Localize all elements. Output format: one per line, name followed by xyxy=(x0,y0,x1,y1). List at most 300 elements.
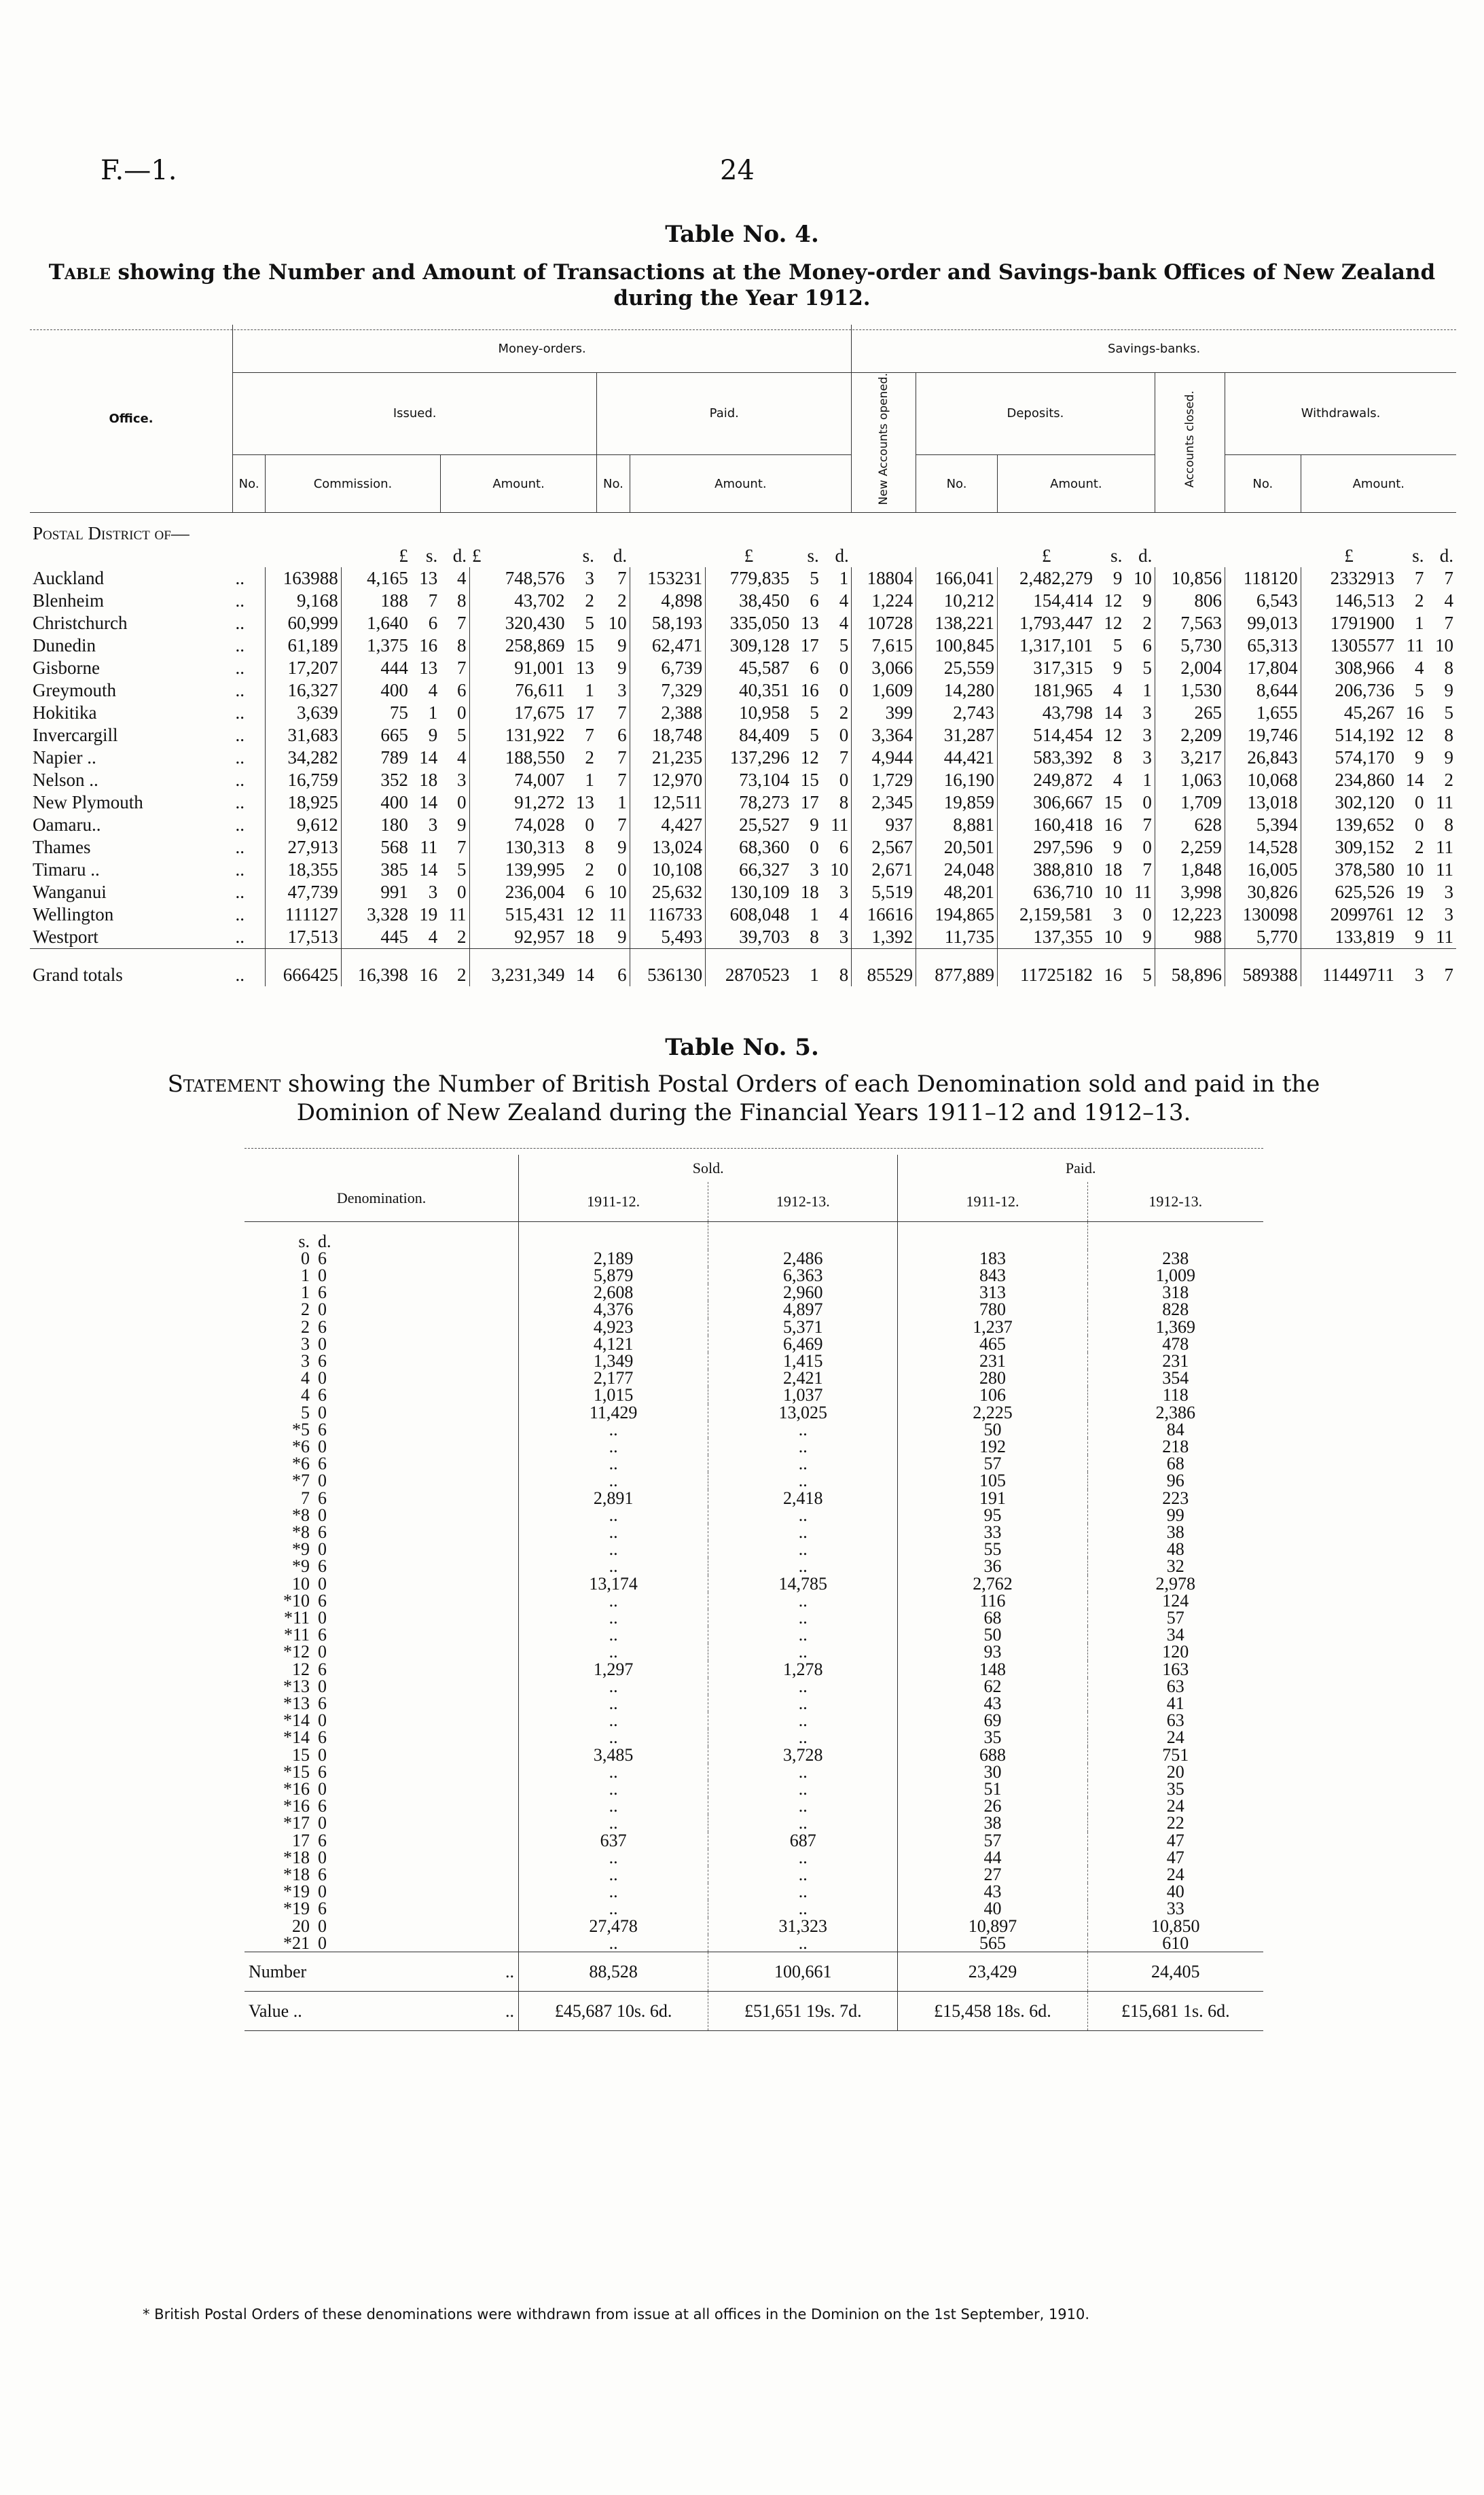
issued-amount-shillings: 14 xyxy=(575,965,594,986)
page-number: 24 xyxy=(720,155,755,186)
issued-amount-pounds: 3,231,349 xyxy=(469,949,567,987)
office-name: Wanganui xyxy=(33,882,107,903)
paid-1912: 2,978 xyxy=(1087,1575,1263,1592)
paid-amount-pence: 2 xyxy=(839,702,849,723)
deposits-no-header: No. xyxy=(916,454,998,513)
issued-amount-shillings: 2 xyxy=(585,859,594,880)
paid-1911: 565 xyxy=(898,1935,1087,1952)
sold-1911: 2,608 xyxy=(519,1284,708,1301)
currency-pence: d. xyxy=(1138,545,1153,567)
leader-dots: .. xyxy=(235,814,245,836)
withdrawals-pounds: 234,860 xyxy=(1301,769,1397,791)
paid-no: 13,024 xyxy=(630,836,706,859)
denom-pence: 0 xyxy=(318,1299,327,1320)
withdrawals-no: 30,826 xyxy=(1225,881,1301,903)
number-total: 100,661 xyxy=(708,1952,898,1992)
accounts-closed: 3,998 xyxy=(1155,881,1225,903)
sold-1911: 1,297 xyxy=(519,1661,708,1678)
deposits-shillings: 14 xyxy=(1104,702,1123,723)
commission-pounds: 16,398 xyxy=(341,949,411,987)
deposits-shillings: 9 xyxy=(1112,658,1123,679)
withdrawals-pence: 5 xyxy=(1444,702,1453,723)
table-row xyxy=(245,1918,1263,1935)
sold-1912: .. xyxy=(708,1678,898,1695)
table-row xyxy=(30,634,1456,657)
paid-1912: 124 xyxy=(1087,1592,1263,1609)
sold-1911: .. xyxy=(519,1900,708,1917)
paid-1912: 238 xyxy=(1087,1250,1263,1267)
money-orders-header: Money-orders. xyxy=(233,325,852,373)
paid-amount-shillings: 17 xyxy=(800,635,819,656)
number-label: Number xyxy=(249,1962,307,1982)
new-accounts: 16616 xyxy=(852,903,916,926)
paid-1912: 63 xyxy=(1087,1678,1263,1695)
denom-pence: 0 xyxy=(318,1265,327,1285)
deposits-pounds: 583,392 xyxy=(998,747,1096,769)
sold-1911: 13,174 xyxy=(519,1575,708,1592)
paid-1912: 57 xyxy=(1087,1609,1263,1626)
denom-shillings: *7 xyxy=(292,1471,310,1491)
new-accounts: 1,609 xyxy=(852,679,916,702)
sold-1911: 2,891 xyxy=(519,1490,708,1507)
denom-shillings: *10 xyxy=(283,1590,310,1611)
paid-1912: 218 xyxy=(1087,1438,1263,1455)
paid-1911: 43 xyxy=(898,1695,1087,1712)
paid-amount-pence: 3 xyxy=(839,927,849,948)
withdrawals-no: 10,068 xyxy=(1225,769,1301,791)
deposits-no: 100,845 xyxy=(916,634,998,657)
commission-pence: 7 xyxy=(457,658,467,679)
commission-pounds: 789 xyxy=(341,747,411,769)
value-row xyxy=(245,1992,1263,2031)
commission-pence: 0 xyxy=(457,882,467,903)
accounts-closed: 10,856 xyxy=(1155,567,1225,590)
paid-1911: 62 xyxy=(898,1678,1087,1695)
office-name: Wellington xyxy=(33,904,114,925)
new-accounts: 1,392 xyxy=(852,926,916,949)
new-accounts: 1,729 xyxy=(852,769,916,791)
paid-1912: 478 xyxy=(1087,1335,1263,1352)
deposits-no: 14,280 xyxy=(916,679,998,702)
paid-1911: 68 xyxy=(898,1609,1087,1626)
commission-pence: 8 xyxy=(457,635,467,656)
withdrawals-header: Withdrawals. xyxy=(1225,373,1456,455)
issued-amount-pounds: 91,001 xyxy=(469,657,567,679)
paid-amount-pounds: 66,327 xyxy=(706,859,793,881)
deposits-shillings: 8 xyxy=(1112,747,1123,768)
issued-no: 17,513 xyxy=(266,926,342,949)
paid-1911: 313 xyxy=(898,1284,1087,1301)
paid-1911: 38 xyxy=(898,1814,1087,1831)
withdrawals-no: 118120 xyxy=(1225,567,1301,590)
denom-shillings: *13 xyxy=(283,1676,310,1696)
paid-amount-shillings: 18 xyxy=(800,882,819,903)
leader-dots: .. xyxy=(235,882,245,903)
paid-amount-shillings: 5 xyxy=(810,725,819,746)
deposits-no: 16,190 xyxy=(916,769,998,791)
issued-amount-shillings: 2 xyxy=(585,747,594,768)
page-reference: F.—1. xyxy=(101,155,177,186)
paid-no: 12,970 xyxy=(630,769,706,791)
table-row xyxy=(30,679,1456,702)
sold-1911: .. xyxy=(519,1609,708,1626)
paid-1911: 30 xyxy=(898,1763,1087,1780)
sold-1911: .. xyxy=(519,1695,708,1712)
sold-1911: 4,923 xyxy=(519,1318,708,1335)
commission-shillings: 11 xyxy=(420,837,438,858)
paid-amount-pounds: 38,450 xyxy=(706,590,793,612)
denom-shillings: *13 xyxy=(283,1693,310,1713)
currency-shilling: s. xyxy=(1110,545,1123,567)
paid-amount-shillings: 0 xyxy=(810,837,819,858)
sold-1911: .. xyxy=(519,1712,708,1729)
deposits-header: Deposits. xyxy=(916,373,1155,455)
denom-shillings: *9 xyxy=(292,1539,310,1560)
paid-1911: 55 xyxy=(898,1541,1087,1558)
office-name: Grand totals xyxy=(33,965,123,986)
leader-dots: .. xyxy=(235,680,245,701)
denom-shillings: 3 xyxy=(301,1350,310,1371)
sold-1912: .. xyxy=(708,1558,898,1575)
sold-1911: 4,376 xyxy=(519,1301,708,1318)
sold-1911: .. xyxy=(519,1558,708,1575)
issued-amount-pence: 7 xyxy=(617,747,627,768)
withdrawals-pounds: 2332913 xyxy=(1301,567,1397,590)
deposits-pence: 5 xyxy=(1142,658,1152,679)
paid-amount-pounds: 73,104 xyxy=(706,769,793,791)
new-accounts: 18804 xyxy=(852,567,916,590)
paid-amount-shillings: 6 xyxy=(810,658,819,679)
issued-amount-pence: 1 xyxy=(617,792,627,813)
sold-1912: 14,785 xyxy=(708,1575,898,1592)
paid-1911: 27 xyxy=(898,1866,1087,1883)
denom-pence: 6 xyxy=(318,1488,327,1508)
table-row xyxy=(245,1780,1263,1797)
currency-shilling: s. xyxy=(1412,545,1424,567)
paid-1912: 68 xyxy=(1087,1455,1263,1472)
table-row xyxy=(245,1661,1263,1678)
paid-1912: 24 xyxy=(1087,1729,1263,1746)
leader-dots: .. xyxy=(235,747,245,768)
table4-desc-rest: showing the Number and Amount of Transactions at the Money-order and Savings-bank Offices of New Zealand during the Year 1912. xyxy=(110,260,1436,310)
sold-1911: .. xyxy=(519,1763,708,1780)
withdrawals-pounds: 625,526 xyxy=(1301,881,1397,903)
sold-1911: 2,177 xyxy=(519,1369,708,1386)
deposits-pence: 5 xyxy=(1142,965,1152,986)
leader-dots: .. xyxy=(235,927,245,948)
sold-1912: 687 xyxy=(708,1832,898,1849)
sold-1911: 637 xyxy=(519,1832,708,1849)
paid-no: 116733 xyxy=(630,903,706,926)
withdrawals-pence: 7 xyxy=(1444,965,1453,986)
paid-1911: 51 xyxy=(898,1780,1087,1797)
issued-no: 60,999 xyxy=(266,612,342,634)
denom-pence: 0 xyxy=(318,1607,327,1628)
sold-1912: 1,037 xyxy=(708,1386,898,1403)
paid-1912: 24 xyxy=(1087,1866,1263,1883)
table-row xyxy=(30,590,1456,612)
leader-dots: .. xyxy=(235,635,245,656)
commission-pence: 5 xyxy=(457,725,467,746)
denom-shillings: *21 xyxy=(283,1933,310,1953)
leader-dots: .. xyxy=(235,859,245,880)
currency-pence: d. xyxy=(613,545,628,567)
sold-1912: .. xyxy=(708,1695,898,1712)
paid-1912: 1,369 xyxy=(1087,1318,1263,1335)
denomination-header: Denomination. xyxy=(336,1189,427,1207)
new-accounts-header: New Accounts opened. xyxy=(852,373,916,513)
denom-pence: 6 xyxy=(318,1248,327,1268)
denom-pence: 6 xyxy=(318,1454,327,1474)
leader-dots: .. xyxy=(235,965,245,986)
paid-1911: 50 xyxy=(898,1421,1087,1438)
issued-no: 18,355 xyxy=(266,859,342,881)
paid-no: 12,511 xyxy=(630,791,706,814)
table-row xyxy=(245,1284,1263,1301)
sold-1912: .. xyxy=(708,1780,898,1797)
table-row xyxy=(245,1832,1263,1849)
paid-1911: 43 xyxy=(898,1883,1087,1900)
paid-no: 4,427 xyxy=(630,814,706,836)
issued-amount-pence: 3 xyxy=(617,680,627,701)
sold-1912: .. xyxy=(708,1849,898,1866)
table5-top-rule xyxy=(245,1148,1263,1149)
commission-header: Commission. xyxy=(266,454,441,513)
issued-amount-pence: 9 xyxy=(617,635,627,656)
paid-1911: 843 xyxy=(898,1267,1087,1284)
deposits-no: 2,743 xyxy=(916,702,998,724)
denom-pence: 6 xyxy=(318,1556,327,1577)
denom-pence: 0 xyxy=(318,1402,327,1422)
sold-1911: 5,879 xyxy=(519,1267,708,1284)
sold-1912-header: 1912-13. xyxy=(708,1182,898,1221)
issued-no: 9,168 xyxy=(266,590,342,612)
paid-no: 25,632 xyxy=(630,881,706,903)
table-row xyxy=(245,1935,1263,1952)
denom-pence: 6 xyxy=(318,1350,327,1371)
accounts-closed: 2,209 xyxy=(1155,724,1225,747)
commission-pence: 3 xyxy=(457,770,467,791)
paid-no: 62,471 xyxy=(630,634,706,657)
deposits-shillings: 15 xyxy=(1104,792,1123,813)
table-row xyxy=(245,1849,1263,1866)
table-row xyxy=(245,1763,1263,1780)
sold-1912: 4,897 xyxy=(708,1301,898,1318)
new-accounts: 4,944 xyxy=(852,747,916,769)
sold-1912: 2,960 xyxy=(708,1284,898,1301)
deposits-pence: 1 xyxy=(1142,680,1152,701)
issued-amount-pounds: 74,007 xyxy=(469,769,567,791)
withdrawals-pence: 7 xyxy=(1444,613,1453,634)
commission-shillings: 18 xyxy=(419,770,438,791)
denom-pence: 0 xyxy=(318,1505,327,1525)
new-accounts: 399 xyxy=(852,702,916,724)
paid-1912: 828 xyxy=(1087,1301,1263,1318)
withdrawals-shillings: 0 xyxy=(1414,814,1424,836)
withdrawals-amount-header: Amount. xyxy=(1301,454,1456,513)
leader-dots: .. xyxy=(235,904,245,925)
withdrawals-shillings: 5 xyxy=(1414,680,1424,701)
table-row xyxy=(245,1455,1263,1472)
deposits-pence: 3 xyxy=(1142,747,1152,768)
accounts-closed: 628 xyxy=(1155,814,1225,836)
sold-1911: .. xyxy=(519,1507,708,1524)
issued-amount-shillings: 6 xyxy=(585,882,594,903)
table-row xyxy=(245,1267,1263,1284)
accounts-closed: 3,217 xyxy=(1155,747,1225,769)
withdrawals-shillings: 3 xyxy=(1414,965,1424,986)
deposits-no: 25,559 xyxy=(916,657,998,679)
withdrawals-pounds: 146,513 xyxy=(1301,590,1397,612)
commission-pounds: 188 xyxy=(341,590,411,612)
commission-pounds: 400 xyxy=(341,679,411,702)
commission-shillings: 6 xyxy=(428,613,438,634)
deposits-pounds: 1,317,101 xyxy=(998,634,1096,657)
new-accounts: 7,615 xyxy=(852,634,916,657)
withdrawals-pounds: 45,267 xyxy=(1301,702,1397,724)
paid-1912: 41 xyxy=(1087,1695,1263,1712)
paid-amount-shillings: 8 xyxy=(810,927,819,948)
withdrawals-shillings: 4 xyxy=(1414,658,1424,679)
commission-pence: 5 xyxy=(457,859,467,880)
denom-pence: 6 xyxy=(318,1865,327,1885)
paid-1911: 50 xyxy=(898,1626,1087,1643)
number-total: 88,528 xyxy=(519,1952,708,1992)
denom-shillings: *17 xyxy=(283,1813,310,1833)
paid-1911: 10,897 xyxy=(898,1918,1087,1935)
sold-1912: 6,469 xyxy=(708,1335,898,1352)
denom-pence: 0 xyxy=(318,1436,327,1456)
table4-desc-lead: Table xyxy=(48,260,111,285)
denom-shillings: *14 xyxy=(283,1727,310,1748)
deposits-shillings: 12 xyxy=(1104,590,1123,611)
commission-pence: 0 xyxy=(457,792,467,813)
issued-amount-pence: 7 xyxy=(617,702,627,723)
issued-no: 17,207 xyxy=(266,657,342,679)
leader-dots: .. xyxy=(235,590,245,611)
deposits-pence: 9 xyxy=(1142,927,1152,948)
issued-no: 31,683 xyxy=(266,724,342,747)
paid-1912: 35 xyxy=(1087,1780,1263,1797)
denom-shillings: 4 xyxy=(301,1385,310,1405)
denom-shillings: 5 xyxy=(301,1402,310,1422)
issued-no: 18,925 xyxy=(266,791,342,814)
withdrawals-pounds: 514,192 xyxy=(1301,724,1397,747)
sold-1912: .. xyxy=(708,1438,898,1455)
withdrawals-no: 1,655 xyxy=(1225,702,1301,724)
paid-no: 5,493 xyxy=(630,926,706,949)
new-accounts: 5,519 xyxy=(852,881,916,903)
deposits-pounds: 249,872 xyxy=(998,769,1096,791)
office-name: Christchurch xyxy=(33,613,128,634)
accounts-closed: 58,896 xyxy=(1155,949,1225,987)
commission-pence: 9 xyxy=(457,814,467,836)
sold-1911: 1,349 xyxy=(519,1352,708,1369)
commission-pounds: 1,640 xyxy=(341,612,411,634)
commission-pence: 4 xyxy=(457,747,467,768)
table-row xyxy=(30,612,1456,634)
paid-1911: 2,762 xyxy=(898,1575,1087,1592)
denom-shillings: *19 xyxy=(283,1899,310,1919)
paid-1911: 26 xyxy=(898,1797,1087,1814)
paid-amount-shillings: 3 xyxy=(810,859,819,880)
denom-shillings: 1 xyxy=(301,1282,310,1303)
paid-1911: 116 xyxy=(898,1592,1087,1609)
deposits-shillings: 9 xyxy=(1112,837,1123,858)
table-row xyxy=(30,567,1456,590)
deposits-pence: 2 xyxy=(1142,613,1152,634)
sold-1912: .. xyxy=(708,1472,898,1489)
paid-1912: 38 xyxy=(1087,1524,1263,1541)
denom-shillings: *12 xyxy=(283,1642,310,1662)
commission-pounds: 444 xyxy=(341,657,411,679)
commission-pence: 0 xyxy=(457,702,467,723)
issued-amount-shillings: 13 xyxy=(575,792,594,813)
withdrawals-pence: 11 xyxy=(1436,792,1453,813)
deposits-no: 166,041 xyxy=(916,567,998,590)
accounts-closed: 806 xyxy=(1155,590,1225,612)
accounts-closed: 1,848 xyxy=(1155,859,1225,881)
paid-no: 153231 xyxy=(630,567,706,590)
paid-amount-pounds: 45,587 xyxy=(706,657,793,679)
withdrawals-shillings: 16 xyxy=(1405,702,1424,723)
issued-amount-pounds: 92,957 xyxy=(469,926,567,949)
currency-pound: £ xyxy=(744,545,754,567)
denom-pence: 6 xyxy=(318,1419,327,1439)
sold-1912: .. xyxy=(708,1507,898,1524)
denom-pence: 0 xyxy=(318,1882,327,1902)
commission-pounds: 665 xyxy=(341,724,411,747)
paid-no: 21,235 xyxy=(630,747,706,769)
paid-amount-pence: 7 xyxy=(839,747,849,768)
deposits-pounds: 160,418 xyxy=(998,814,1096,836)
sold-1911: 4,121 xyxy=(519,1335,708,1352)
issued-amount-pounds: 515,431 xyxy=(469,903,567,926)
paid-1911: 231 xyxy=(898,1352,1087,1369)
withdrawals-pence: 4 xyxy=(1444,590,1453,611)
leader-dots: .. xyxy=(235,613,245,634)
denom-shillings: *18 xyxy=(283,1847,310,1867)
withdrawals-no: 99,013 xyxy=(1225,612,1301,634)
sold-1911: .. xyxy=(519,1814,708,1831)
commission-pence: 8 xyxy=(457,590,467,611)
withdrawals-pounds: 11449711 xyxy=(1301,949,1397,987)
issued-no: 3,639 xyxy=(266,702,342,724)
issued-amount-pence: 7 xyxy=(617,814,627,836)
paid-amount-pence: 0 xyxy=(839,658,849,679)
paid-no: 2,388 xyxy=(630,702,706,724)
commission-pounds: 352 xyxy=(341,769,411,791)
denom-pence: 0 xyxy=(318,1539,327,1560)
paid-amount-pounds: 68,360 xyxy=(706,836,793,859)
issued-amount-header: Amount. xyxy=(440,454,597,513)
commission-pounds: 991 xyxy=(341,881,411,903)
paid-amount-pence: 4 xyxy=(839,904,849,925)
value-label: Value .. xyxy=(249,2001,302,2022)
deposits-pence: 0 xyxy=(1142,837,1152,858)
number-dots: .. xyxy=(505,1962,515,1982)
office-header: Office. xyxy=(109,411,153,426)
issued-amount-shillings: 15 xyxy=(575,635,594,656)
paid-amount-pounds: 39,703 xyxy=(706,926,793,949)
deposits-pounds: 2,159,581 xyxy=(998,903,1096,926)
issued-amount-pounds: 74,028 xyxy=(469,814,567,836)
sold-1912: .. xyxy=(708,1935,898,1952)
sold-1911: .. xyxy=(519,1643,708,1660)
commission-shillings: 14 xyxy=(419,792,438,813)
issued-amount-pence: 7 xyxy=(617,568,627,589)
denom-shillings: 2 xyxy=(301,1299,310,1320)
